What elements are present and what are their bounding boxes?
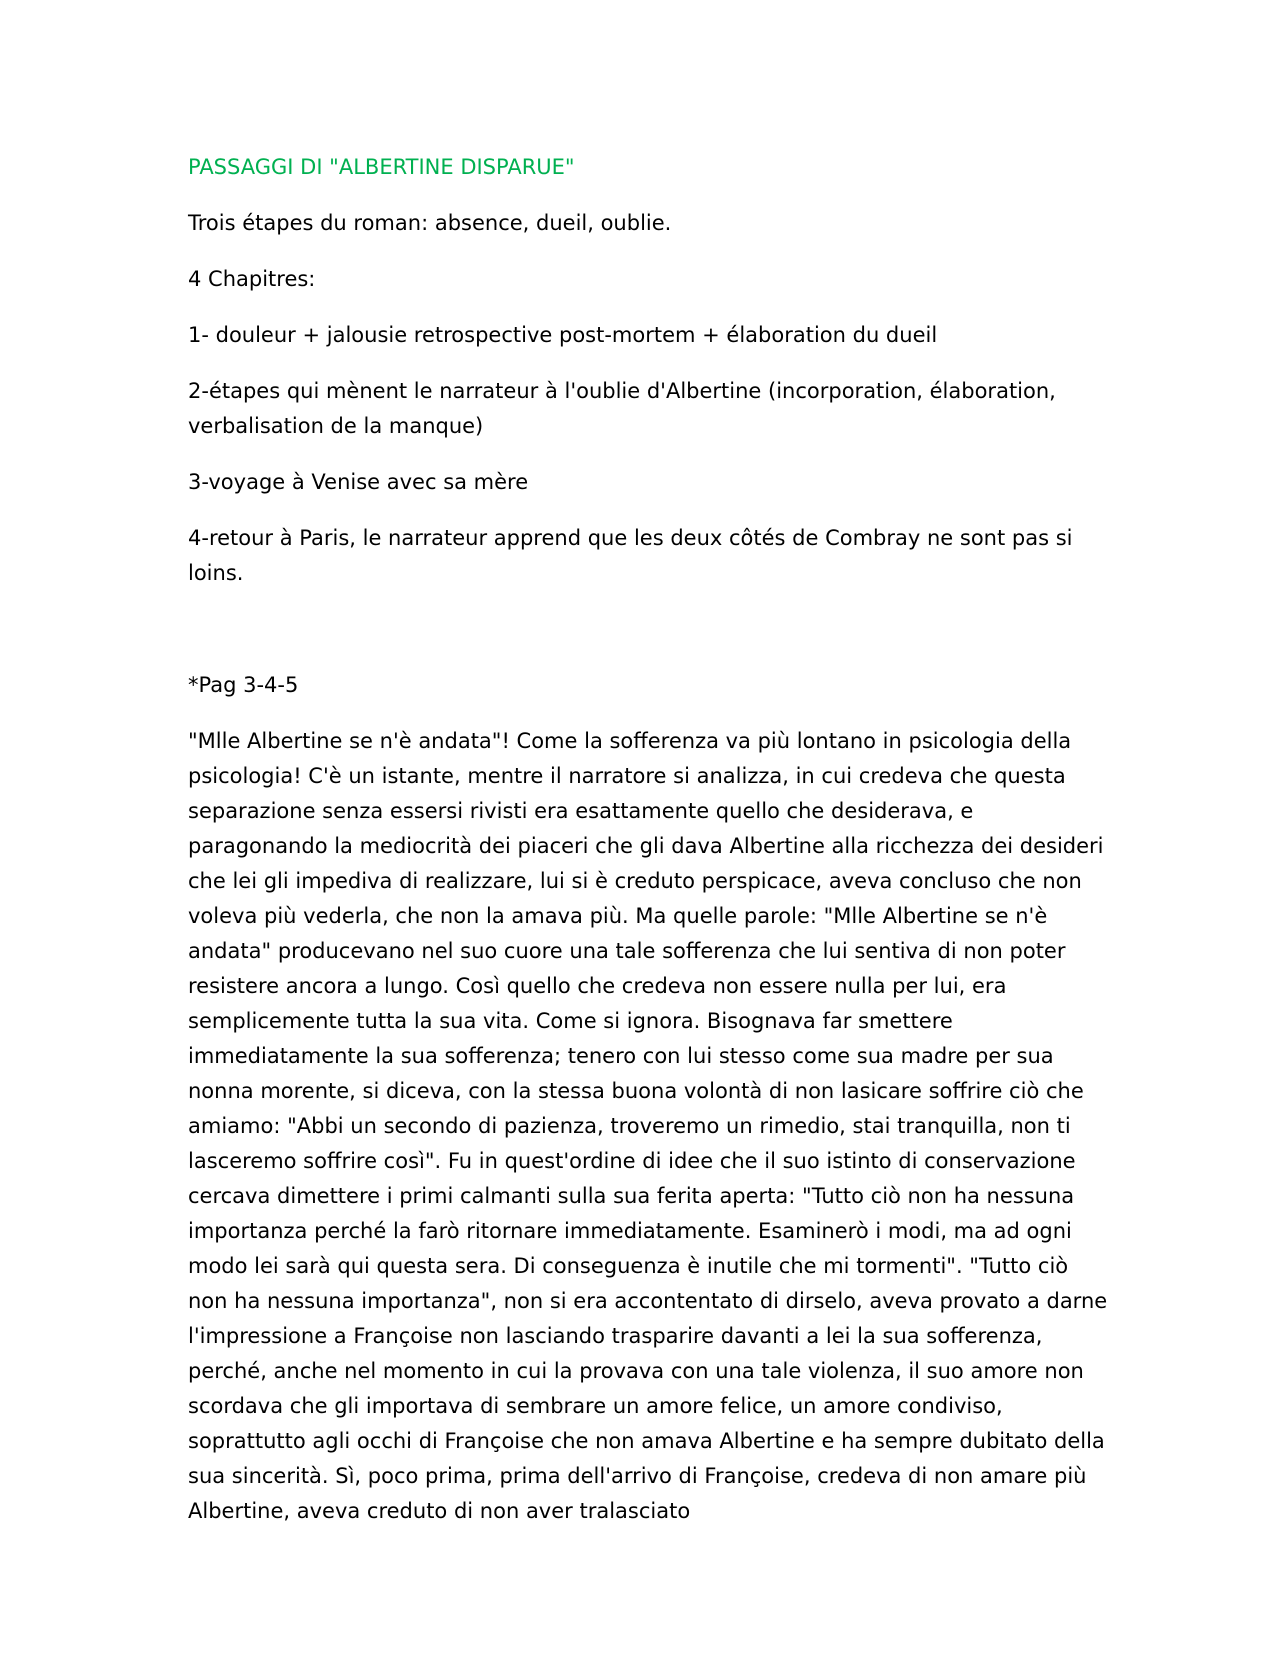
document-title: PASSAGGI DI "ALBERTINE DISPARUE" bbox=[188, 155, 575, 179]
page-reference: *Pag 3-4-5 bbox=[188, 673, 299, 697]
body-paragraph: "Mlle Albertine se n'è andata"! Come la sofferenza va più lontano in psicologia della psicologia! C'è un istante, mentre il narratore si analizza, in cui credeva che questa separazione senza essersi rivisti era esattamente quello che desiderava, e paragonando la mediocrità dei piaceri che gli dava Albertine alla ricchezza dei desideri che lei gli impediva di realizzare, lui si è creduto perspicace, aveva concluso che non voleva più vederla, che non la amava più. Ma quelle parole: "Mlle Albertine se n'è andata" producevano nel suo cuore una tale sofferenza che lui sentiva di non poter resistere ancora a lungo. Così quello che credeva non essere nulla per lui, era semplicemente tutta la sua vita. Come si ignora. Bisognava far smettere immediatamente la sua sofferenza; tenero con lui stesso come sua madre per sua nonna morente, si diceva, con la stessa buona volontà di non lasicare soffrire ciò che amiamo: "Abbi un secondo di pazienza, troveremo un rimedio, stai tranquilla, non ti lasceremo soffrire così". Fu in quest'ordine di idee che il suo istinto di conservazione cercava dimettere i primi calmanti sulla sua ferita aperta: "Tutto ciò non ha nessuna importanza perché la farò ritornare immediatamente. Esaminerò i modi, ma ad ogni modo lei sarà qui questa sera. Di conseguenza è inutile che mi tormenti". "Tutto ciò non ha nessuna importanza", non si era accontentato di dirselo, aveva provato a darne l'impressione a Françoise non lasciando trasparire davanti a lei la sua sofferenza, perché, anche nel momento in cui la provava con una tale violenza, il suo amore non scordava che gli importava di sembrare un amore felice, un amore condiviso, soprattutto agli occhi di Françoise che non amava Albertine e ha sempre dubitato della sua sincerità. Sì, poco prima, prima dell'arrivo di Françoise, credeva di non amare più Albertine, aveva creduto di non aver tralasciato bbox=[188, 729, 1108, 1523]
paragraph-chapter-1: 1- douleur + jalousie retrospective post-mortem + élaboration du dueil bbox=[188, 323, 938, 347]
paragraph-stages: Trois étapes du roman: absence, dueil, oublie. bbox=[188, 211, 672, 235]
paragraph-chapters-heading: 4 Chapitres: bbox=[188, 267, 316, 291]
document-content bbox=[188, 150, 1108, 1550]
paragraph-chapter-4: 4-retour à Paris, le narrateur apprend que les deux côtés de Combray ne sont pas si loins. bbox=[188, 526, 1073, 585]
paragraph-chapter-2: 2-étapes qui mènent le narrateur à l'oublie d'Albertine (incorporation, élaboration, verbalisation de la manque) bbox=[188, 379, 1056, 438]
paragraph-chapter-3: 3-voyage à Venise avec sa mère bbox=[188, 470, 529, 494]
empty-paragraph bbox=[188, 612, 1108, 647]
